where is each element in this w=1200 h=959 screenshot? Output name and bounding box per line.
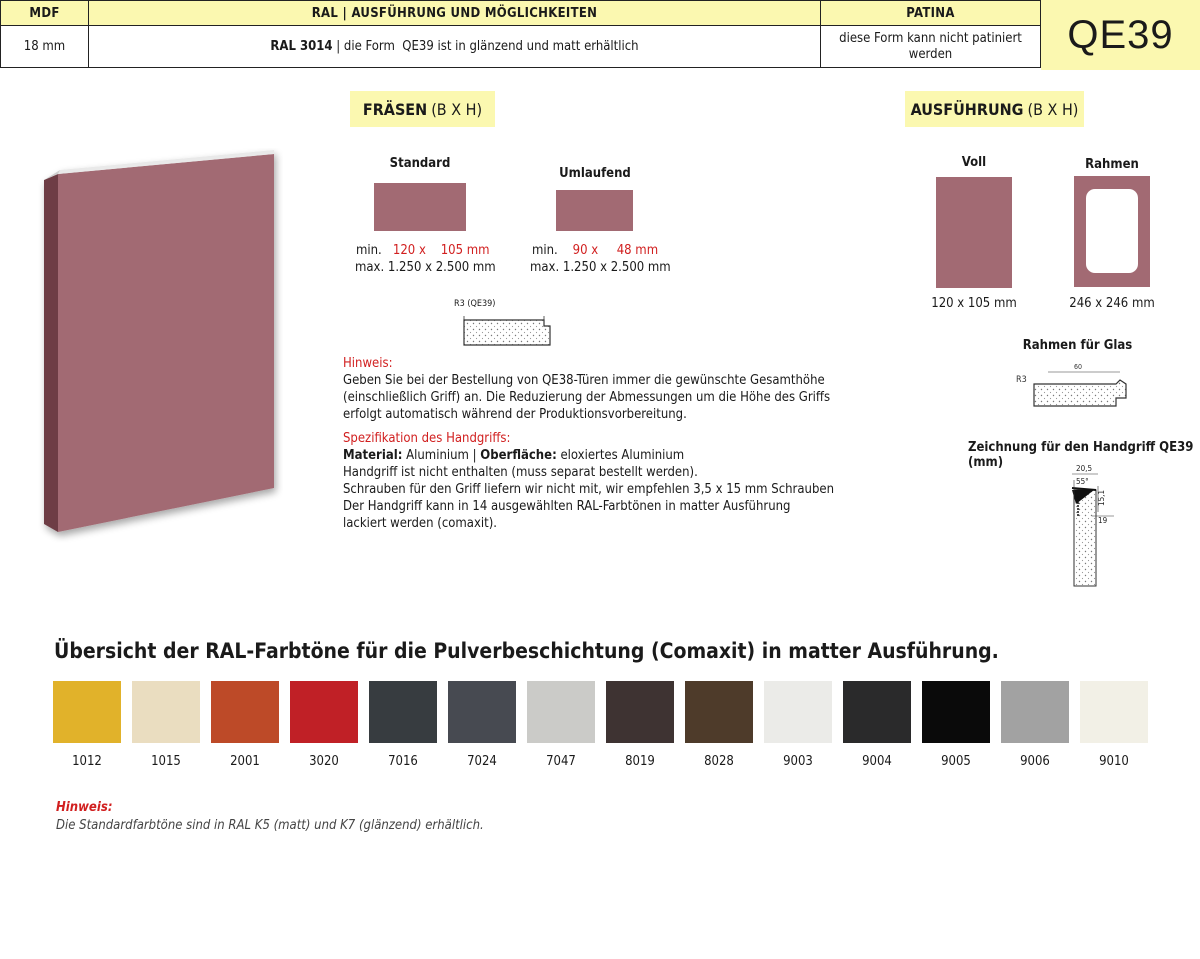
color-code-label: 9004 — [862, 754, 892, 769]
header-row — [0, 0, 1041, 26]
mdf-value: 18 mm — [0, 25, 89, 68]
footer-hinweis-title: Hinweis: — [56, 800, 113, 815]
standard-title: Standard — [389, 156, 451, 171]
color-code-label: 9006 — [1020, 754, 1050, 769]
color-swatch-7016 — [369, 681, 437, 743]
color-code-label: 3020 — [309, 754, 339, 769]
voll-size: 120 x 105 mm — [931, 296, 1017, 311]
handgriff-title: Zeichnung für den Handgriff QE39 (mm) — [968, 440, 1194, 470]
color-code-label: 7047 — [546, 754, 576, 769]
fraesen-label — [350, 91, 495, 127]
color-swatch-8019 — [606, 681, 674, 743]
header-patina: PATINA — [820, 0, 1041, 26]
handgriff-width: 20,5 — [1076, 464, 1093, 473]
color-code-label: 7016 — [388, 754, 418, 769]
color-swatch-3020 — [290, 681, 358, 743]
umlaufend-min — [532, 242, 658, 259]
handgriff-drawing — [1054, 460, 1124, 592]
color-code-label: 2001 — [230, 754, 260, 769]
color-swatch-7024 — [448, 681, 516, 743]
color-swatch-1015 — [132, 681, 200, 743]
material-label: Material: — [343, 448, 403, 463]
rahmen-opening — [1086, 189, 1138, 273]
umlaufend-max: max. 1.250 x 2.500 mm — [530, 260, 671, 275]
standard-min-value: 120 x 105 mm — [392, 243, 490, 258]
color-swatch-9003 — [764, 681, 832, 743]
material-value: Aluminium | — [402, 448, 481, 463]
ral-value — [88, 25, 821, 68]
umlaufend-title: Umlaufend — [559, 166, 631, 181]
surface-label: Oberfläche: — [480, 448, 557, 463]
hinweis-text: Geben Sie bei der Bestellung von QE38-Türen immer die gewünschte Gesamthöhe (einschließlich Griff) an. Die Reduzierung der Abmessungen um die Höhe des Griffs erfolgt automatisch während der Produktionsvorbereitung. — [343, 373, 831, 422]
spec-line2: Handgriff ist nicht enthalten (muss separat bestellt werden). — [343, 465, 698, 480]
hinweis-title: Hinweis: — [343, 356, 393, 371]
glas-title: Rahmen für Glas — [1022, 338, 1133, 353]
fraesen-title: FRÄSEN — [362, 99, 428, 119]
color-swatch-9004 — [843, 681, 911, 743]
color-code-label: 1015 — [151, 754, 181, 769]
ausfuehrung-label — [905, 91, 1084, 127]
voll-title: Voll — [961, 155, 987, 170]
color-swatch-9010 — [1080, 681, 1148, 743]
standard-min — [356, 242, 490, 259]
color-swatch-2001 — [211, 681, 279, 743]
rahmen-swatch — [1074, 176, 1150, 287]
color-code-label: 9005 — [941, 754, 971, 769]
door-illustration — [38, 148, 283, 543]
color-code-label: 8028 — [704, 754, 734, 769]
handgriff-depth: 19 — [1098, 516, 1108, 525]
standard-min-prefix: min. — [356, 243, 382, 258]
color-code-label: 9010 — [1099, 754, 1129, 769]
spec-line4: Der Handgriff kann in 14 ausgewählten RAL-Farbtönen in matter Ausführung lackiert werden (comaxit). — [343, 499, 791, 531]
ral-code: RAL 3014 — [270, 38, 333, 54]
spec-title: Spezifikation des Handgriffs: — [343, 431, 511, 446]
umlaufend-min-prefix: min. — [532, 243, 558, 258]
ral-description: | die Form QE39 ist in glänzend und matt erhältlich — [332, 38, 639, 54]
spec-line3: Schrauben für den Griff liefern wir nicht mit, wir empfehlen 3,5 x 15 mm Schrauben — [343, 482, 834, 497]
profile-label: R3 (QE39) — [454, 299, 496, 309]
color-swatch-9005 — [922, 681, 990, 743]
profile-drawing — [460, 310, 556, 352]
footer-text: Die Standardfarbtöne sind in RAL K5 (matt) und K7 (glänzend) erhältlich. — [56, 818, 484, 833]
rahmen-size: 246 x 246 mm — [1069, 296, 1155, 311]
color-swatch-9006 — [1001, 681, 1069, 743]
glas-r-label: R3 — [1016, 375, 1027, 385]
rahmen-title: Rahmen — [1085, 157, 1139, 172]
spec-material — [343, 447, 843, 464]
color-swatch-8028 — [685, 681, 753, 743]
color-code-label: 9003 — [783, 754, 813, 769]
voll-swatch — [936, 177, 1012, 288]
handgriff-angle: 55° — [1076, 477, 1089, 486]
fraesen-dim: (B X H) — [431, 99, 483, 119]
standard-swatch — [374, 183, 466, 231]
ausfuehrung-title: AUSFÜHRUNG — [910, 99, 1024, 119]
standard-max: max. 1.250 x 2.500 mm — [355, 260, 496, 275]
palette-title: Übersicht der RAL-Farbtöne für die Pulverbeschichtung (Comaxit) in matter Ausführung. — [54, 639, 999, 663]
color-code-label: 8019 — [625, 754, 655, 769]
header-ral: RAL | AUSFÜHRUNG UND MÖGLICHKEITEN — [88, 0, 821, 26]
color-swatch-1012 — [53, 681, 121, 743]
handgriff-height: 15,1 — [1097, 489, 1106, 506]
surface-value: eloxiertes Aluminium — [556, 448, 685, 463]
header-values-row — [0, 25, 1041, 68]
patina-value: diese Form kann nicht patiniert werden — [820, 25, 1041, 68]
ausfuehrung-dim: (B X H) — [1027, 99, 1079, 119]
glas-profile-drawing — [1016, 358, 1132, 414]
glas-width-label: 60 — [1074, 363, 1083, 371]
color-swatch-7047 — [527, 681, 595, 743]
model-code: QE39 — [1041, 0, 1200, 70]
color-code-label: 1012 — [72, 754, 102, 769]
umlaufend-swatch — [556, 190, 633, 231]
color-code-label: 7024 — [467, 754, 497, 769]
umlaufend-min-value: 90 x 48 mm — [572, 243, 659, 258]
header-mdf: MDF — [0, 0, 89, 26]
